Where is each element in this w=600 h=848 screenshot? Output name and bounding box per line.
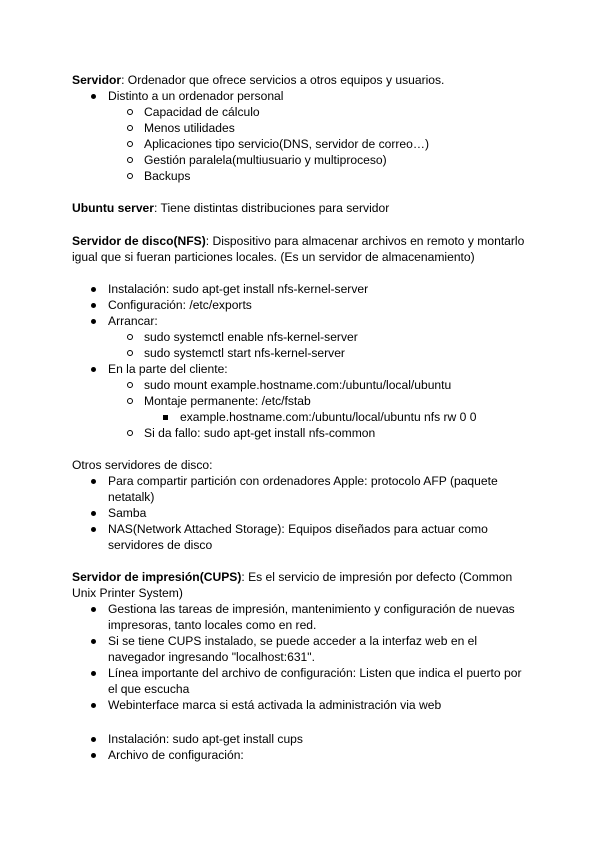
list-item-text: Instalación: sudo apt-get install nfs-kernel-server <box>108 282 369 296</box>
list-item-text: example.hostname.com:/ubuntu/local/ubuntu nfs rw 0 0 <box>180 410 477 424</box>
list-item <box>108 297 252 313</box>
list-item <box>180 409 476 425</box>
list-item <box>108 505 146 521</box>
list-item-text: Menos utilidades <box>144 121 235 135</box>
list-item <box>108 361 228 377</box>
list-item <box>144 329 358 345</box>
nfs-definition-text: : Dispositivo para almacenar archivos en remoto y montarlo <box>205 234 525 248</box>
cups-definition <box>72 569 512 585</box>
list-item-text: Configuración: /etc/exports <box>108 298 252 312</box>
servidor-term: Servidor <box>72 73 122 87</box>
list-item-text: Capacidad de cálculo <box>144 105 260 119</box>
list-item <box>144 104 260 120</box>
list-item-text: Backups <box>144 169 191 183</box>
list-item-text: Archivo de configuración: <box>108 748 244 762</box>
list-item <box>108 697 441 713</box>
nfs-term: Servidor de disco(NFS) <box>72 234 206 248</box>
otros-heading: Otros servidores de disco: <box>72 458 213 472</box>
list-item-text: En la parte del cliente: <box>108 362 228 376</box>
list-item <box>144 136 429 152</box>
list-item <box>144 425 375 441</box>
list-item-text: Distinto a un ordenador personal <box>108 89 284 103</box>
ubuntu-definition <box>72 200 389 216</box>
list-item-text: sudo mount example.hostname.com:/ubuntu/local/ubuntu <box>144 378 452 392</box>
list-item-text: Samba <box>108 506 147 520</box>
list-item-cont: navegador ingresando "localhost:631". <box>108 650 315 664</box>
list-item <box>108 747 244 763</box>
list-item-text: Gestiona las tareas de impresión, mantenimiento y configuración de nuevas <box>108 602 515 616</box>
list-item-text: Webinterface marca si está activada la administración via web <box>108 698 442 712</box>
list-item <box>144 345 345 361</box>
servidor-definition-text: : Ordenador que ofrece servicios a otros equipos y usuarios. <box>121 73 445 87</box>
list-item-text: Instalación: sudo apt-get install cups <box>108 732 303 746</box>
servidor-definition <box>72 72 444 88</box>
list-item <box>108 601 515 617</box>
cups-term: Servidor de impresión(CUPS) <box>72 570 242 584</box>
list-item-cont: servidores de disco <box>108 538 213 552</box>
list-item <box>144 393 311 409</box>
list-item-text: Línea importante del archivo de configuración: Listen que indica el puerto por <box>108 666 522 680</box>
nfs-definition <box>72 233 524 249</box>
list-item <box>108 473 498 489</box>
list-item <box>108 633 477 649</box>
list-item-text: Montaje permanente: /etc/fstab <box>144 394 311 408</box>
cups-definition-cont: Unix Printer System) <box>72 586 183 600</box>
list-item <box>108 313 158 329</box>
list-item <box>144 152 387 168</box>
ubuntu-definition-text: : Tiene distintas distribuciones para servidor <box>154 201 390 215</box>
list-item <box>108 88 283 104</box>
list-item-text: Si da fallo: sudo apt-get install nfs-common <box>144 426 376 440</box>
list-item <box>108 731 303 747</box>
list-item-text: NAS(Network Attached Storage): Equipos diseñados para actuar como <box>108 522 488 536</box>
list-item-text: sudo systemctl enable nfs-kernel-server <box>144 330 358 344</box>
list-item-text: Arrancar: <box>108 314 158 328</box>
list-item <box>144 377 451 393</box>
list-item-text: Si se tiene CUPS instalado, se puede acceder a la interfaz web en el <box>108 634 478 648</box>
list-item-text: Aplicaciones tipo servicio(DNS, servidor de correo…) <box>144 137 429 151</box>
list-item <box>144 168 190 184</box>
cups-definition-text: : Es el servicio de impresión por defecto (Common <box>241 570 513 584</box>
list-item-text: sudo systemctl start nfs-kernel-server <box>144 346 345 360</box>
ubuntu-term: Ubuntu server <box>72 201 154 215</box>
list-item-text: Para compartir partición con ordenadores Apple: protocolo AFP (paquete <box>108 474 498 488</box>
list-item <box>108 521 488 537</box>
list-item-cont: impresoras, tanto locales como en red. <box>108 618 317 632</box>
list-item-cont: el que escucha <box>108 682 190 696</box>
list-item <box>108 665 521 681</box>
list-item-cont: netatalk) <box>108 490 155 504</box>
list-item-text: Gestión paralela(multiusuario y multiproceso) <box>144 153 387 167</box>
list-item <box>108 281 368 297</box>
nfs-definition-cont: igual que si fueran particiones locales. (Es un servidor de almacenamiento) <box>72 250 475 264</box>
list-item <box>144 120 235 136</box>
